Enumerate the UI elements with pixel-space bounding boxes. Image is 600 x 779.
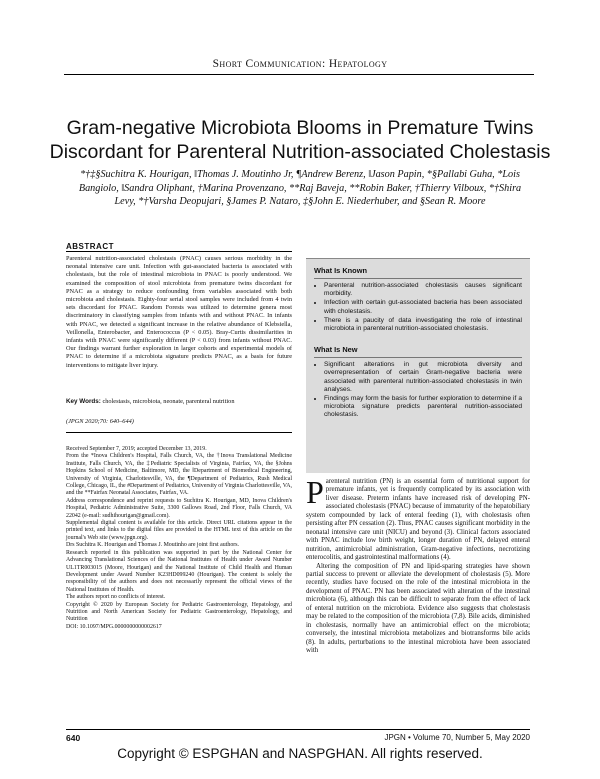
known-heading: What Is Known bbox=[314, 266, 367, 275]
correspondence: Address correspondence and reprint requests to Suchitra K. Hourigan, MD, Inova Children's Hospital, Pediatric Administrative Suite, 3300 Gallows Road, 2nd Floor, Falls Church, VA 22042 (e-mail: sudhihourigan@gmail.com). bbox=[66, 497, 292, 519]
new-heading: What Is New bbox=[314, 345, 358, 355]
footer-rule bbox=[66, 729, 530, 730]
keywords bbox=[66, 398, 292, 406]
keywords-value: cholestasis, microbiota, neonate, parenteral nutrition bbox=[102, 398, 235, 405]
list-item: • There is a paucity of data investigating the role of intestinal microbiota in parenteral nutrition-associated cholestasis. bbox=[324, 317, 522, 333]
received-dates: Received September 7, 2019; accepted December 13, 2019. bbox=[66, 446, 207, 452]
abstract-rule bbox=[66, 251, 292, 252]
joint-authors-note: Drs Suchitra K. Hourigan and Thomas J. Moutinho are joint first authors. bbox=[66, 542, 239, 549]
author-list: *†‡§Suchitra K. Hourigan, ‖Thomas J. Moutinho Jr, ¶Andrew Berenz, ‖Jason Papin, *§Pallabi Guha, *Lois Bangiolo, ‖Sandra Oliphant, †Marina Provenzano, **Raj Baveja, **Robin Baker, †Thierry Vilboux, *†Shira Levy, *†Varsha Deopujari, §James P. Nataro, ‡§John E. Niederhuber, and §Sean R. Moore bbox=[78, 169, 522, 207]
body-paragraph bbox=[306, 474, 530, 563]
header-rule bbox=[64, 74, 534, 75]
journal-citation: (JPGN 2020;70: 640–644) bbox=[66, 418, 134, 425]
copyright-note: Copyright © 2020 by European Society for Pediatric Gastroenterology, Hepatology, and Nutrition and North American Society for Pediatric Gastroenterology, Hepatology, and Nutrition bbox=[66, 601, 292, 623]
page-number: 640 bbox=[66, 733, 81, 743]
list-item: • Findings may form the basis for further exploration to determine if a microbiota signature predicts parenteral nutrition-associated cholestasis. bbox=[324, 395, 522, 420]
key-points-box bbox=[306, 258, 530, 473]
list-item: • Significant alterations in gut microbiota diversity and overrepresentation of certain Gram-negative bacteria were associated with parenteral nutrition-associated cholestasis in twin analyses. bbox=[324, 361, 522, 394]
list-item: • Infection with certain gut-associated bacteria has been associated with cholestasis. bbox=[324, 299, 522, 315]
article-title: Gram-negative Microbiota Blooms in Premature Twins Discordant for Parenteral Nutrition-associated Cholestasis bbox=[49, 117, 551, 163]
conflicts-note: The authors report no conflicts of interest. bbox=[66, 594, 166, 601]
copyright-footer: Copyright © ESPGHAN and NASPGHAN. All rights reserved. bbox=[117, 746, 483, 761]
new-rule bbox=[314, 357, 522, 358]
drop-cap: P bbox=[306, 474, 324, 510]
list-item: • Parenteral nutrition-associated cholestasis causes significant morbidity. bbox=[324, 282, 522, 298]
abstract-heading: ABSTRACT bbox=[66, 242, 114, 251]
doi: DOI: 10.1097/MPG.0000000000002617 bbox=[66, 623, 162, 630]
known-list bbox=[306, 282, 530, 333]
body-paragraph-1-text: arenteral nutrition (PN) is an essential form of nutritional support for premature infants, yet is frequently complicated by its association with liver disease. Preterm infants have increased risk of developing PN-associated cholestasis (PNAC) because of immaturity of the hepatobiliary system compounded by lack of enteral feeding (1), with cholestasis often persisting after PN cessation (2). Thus, PNAC causes significant morbidity in the neonatal intensive care unit (NICU) and beyond (3). Clinical factors associated with PNAC include low birth weight, longer duration of PN, delayed enteral nutrition, antimicrobial administration, Gram-negative infections, necrotizing enterocolitis, and gastrointestinal malformations (4). bbox=[306, 478, 530, 562]
supplemental-note: Supplemental digital content is available for this article. Direct URL citations appear in the printed text, and links to the digital files are provided in the HTML text of this article on the journal's Web site (www.jpgn.org). bbox=[66, 520, 292, 541]
abstract-text: Parenteral nutrition-associated cholestasis (PNAC) causes serious morbidity in the neonatal intensive care unit. Infection with gut-associated bacteria is associated with cholestasis, but the role of intestinal microbiota in PNAC is poorly understood. We examined the composition of stool microbiota from premature twins discordant for PNAC as a strategy to reduce confounding from variables associated with both microbiota and cholestasis. Eighty-four serial stool samples were included from 4 twin sets discordant for PNAC. Random Forests was utilized to determine genera most discriminatory in classifying samples from infants with and without PNAC. In infants with PNAC, we detected a significant increase in the relative abundance of Klebsiella, Veillonella, Enterobacter, and Enterococcus (P < 0.05). Bray-Curtis dissimilarities in infants with PNAC were significantly different (P < 0.03) from infants without PNAC. Our findings warrant further exploration in larger cohorts and experimental models of PNAC to determine if a microbiota signature predicts PNAC, as a basis for future interventions to mitigate liver injury. bbox=[66, 255, 292, 369]
keywords-label: Key Words: bbox=[66, 398, 101, 405]
affiliations: From the *Inova Children's Hospital, Falls Church, VA, the †Inova Translational Medicine Institute, Falls Church, VA, the ‡Pediatric Specialists of Virginia, Fairfax, VA, the §Johns Hopkins School of Medicine, Baltimore, MD, the ‖Department of Biomedical Engineering, University of Virginia, Charlottesville, VA, the ¶Department of Pediatrics, Rush Medical College, Chicago, IL, the #Department of Pediatrics, University of Virginia Charlottesville, VA, and the **Fairfax Neonatal Associates, Fairfax, VA. bbox=[66, 453, 292, 497]
funding-note: Research reported in this publication was supported in part by the National Center for Advancing Translational Sciences of the National Institutes of Health under Award Number UL1TR003015 (Moore, Hourigan) and the National Institute of Child Health and Human Development under Award Number K23HD099240 (Hourigan). The content is solely the responsibility of the authors and does not necessarily represent the official views of the National Institutes of Health. bbox=[66, 549, 292, 593]
article-body bbox=[306, 474, 530, 656]
new-list bbox=[306, 361, 530, 419]
article-frontmatter bbox=[66, 446, 292, 631]
body-paragraph-2: Altering the composition of PN and lipid-sparing strategies have shown partial success to prevent or alleviate the development of cholestasis (5). More recently, studies have focused on the role of the intestinal microbiota in the development of PNAC. PN has been associated with alteration of the intestinal microbiota (6), although this can be difficult to separate from the effect of lack of enteral nutrition on the microbiota. Evidence also suggests that cholestasis may be related to the composition of the microbiota (7,8). Bile acids, diminished in cholestasis, normally have an antimicrobial effect on the microbiota; conversely, the intestinal microbiota metabolizes and biotransforms bile acids (8). In adults, perturbations to the intestinal microbiota have been associated with bbox=[306, 562, 530, 655]
section-header: Short Communication: Hepatology bbox=[212, 58, 388, 70]
abstract-bottom-rule bbox=[66, 432, 292, 433]
known-rule bbox=[314, 278, 522, 279]
journal-reference: JPGN • Volume 70, Number 5, May 2020 bbox=[384, 733, 530, 742]
